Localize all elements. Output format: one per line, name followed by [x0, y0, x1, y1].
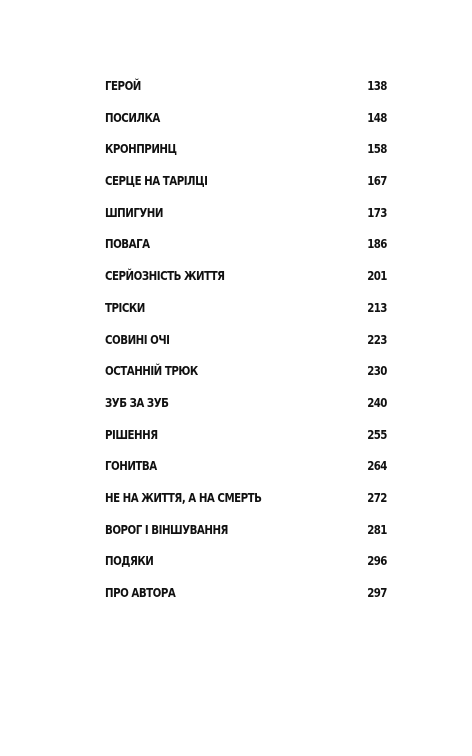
toc-entry — [105, 387, 387, 419]
toc-entry-title: РІШЕННЯ — [105, 426, 158, 442]
toc-entry — [105, 260, 387, 292]
toc-entry-title: ШПИГУНИ — [105, 204, 163, 220]
toc-entry — [105, 228, 387, 260]
toc-entry-title: СЕРЦЕ НА ТАРІЛЦІ — [105, 173, 208, 189]
toc-entry-title: ПОДЯКИ — [105, 553, 154, 569]
toc-entry — [105, 545, 387, 577]
toc-entry-title: ВОРОГ І ВІНШУВАННЯ — [105, 521, 228, 537]
table-of-contents — [105, 70, 387, 609]
toc-entry-title: ГЕРОЙ — [105, 78, 141, 93]
toc-entry-title: ОСТАННІЙ ТРЮК — [105, 363, 198, 379]
toc-entry-title: СОВИНІ ОЧІ — [105, 331, 170, 347]
toc-entry — [105, 324, 387, 356]
toc-entry-page: 186 — [367, 236, 387, 252]
toc-entry-page: 173 — [367, 204, 387, 220]
toc-entry-title: ТРІСКИ — [105, 299, 145, 315]
toc-entry — [105, 450, 387, 482]
toc-entry — [105, 482, 387, 514]
toc-entry-page: 240 — [367, 394, 387, 410]
toc-entry-title: КРОНПРИНЦ — [105, 141, 177, 157]
toc-entry — [105, 577, 387, 609]
toc-entry-page: 213 — [367, 299, 387, 315]
toc-entry-title: ГОНИТВА — [105, 458, 157, 474]
toc-entry — [105, 355, 387, 387]
toc-entry-page: 158 — [367, 141, 387, 157]
toc-entry-page: 201 — [367, 268, 387, 284]
toc-entry-title: НЕ НА ЖИТТЯ, А НА СМЕРТЬ — [105, 489, 262, 505]
toc-entry — [105, 133, 387, 165]
toc-entry-page: 167 — [367, 173, 387, 189]
toc-entry-page: 223 — [367, 331, 387, 347]
toc-entry-page: 230 — [367, 363, 387, 379]
toc-entry-page: 138 — [367, 78, 387, 93]
toc-entry-page: 255 — [367, 426, 387, 442]
toc-entry — [105, 292, 387, 324]
toc-entry — [105, 419, 387, 451]
toc-entry-page: 264 — [367, 458, 387, 474]
toc-entry-page: 296 — [367, 553, 387, 569]
toc-entry — [105, 102, 387, 134]
toc-entry-page: 297 — [367, 585, 387, 600]
toc-entry-title: ЗУБ ЗА ЗУБ — [105, 394, 169, 410]
toc-entry-title: ПРО АВТОРА — [105, 585, 176, 600]
toc-entry — [105, 514, 387, 546]
toc-entry-page: 281 — [367, 521, 387, 537]
toc-entry-title: ПОСИЛКА — [105, 109, 160, 125]
toc-entry-page: 272 — [367, 489, 387, 505]
toc-entry — [105, 197, 387, 229]
toc-entry-page: 148 — [367, 109, 387, 125]
toc-entry-title: СЕРЙОЗНІСТЬ ЖИТТЯ — [105, 268, 225, 284]
toc-entry — [105, 70, 387, 102]
toc-entry — [105, 165, 387, 197]
toc-entry-title: ПОВАГА — [105, 236, 150, 252]
